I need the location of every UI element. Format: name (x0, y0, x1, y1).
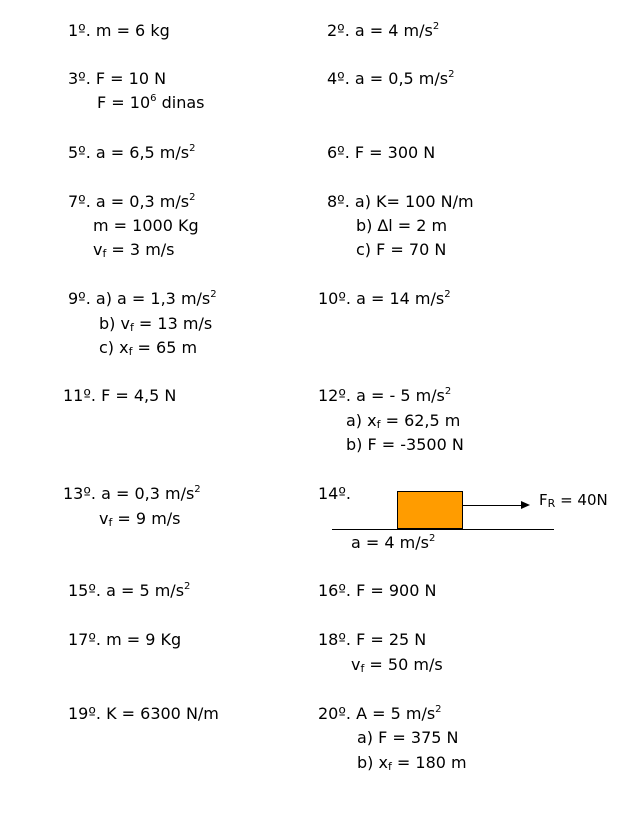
answer-20-line2: a) F = 375 N (357, 728, 459, 747)
answer-9-line2: b) $v_f = 13$ m/s (99, 314, 213, 334)
answer-8-line3: c) F = 70 N (356, 240, 447, 259)
answer-9-line1: 9º. a) a = 1,3 $m/s^2$ (68, 289, 217, 308)
answer-3-line1: 3º. F = 10 N (68, 69, 167, 88)
answer-1: 1º. m = 6 kg (68, 21, 170, 40)
answer-12-line2: a) $x_f = 62,5$ m (346, 411, 461, 431)
answer-7-line2: m = 1000 Kg (93, 216, 199, 235)
force-arrow-line (463, 505, 522, 506)
answer-4: 4º. a = 0,5 $m/s^2$ (327, 69, 455, 88)
answer-19: 19º. K = 6300 N/m (68, 704, 219, 723)
answer-8-line1: 8º. a) K= 100 N/m (327, 192, 474, 211)
answer-20-line1: 20º. A = 5 $m/s^2$ (318, 704, 442, 723)
acceleration-label: a = 4 $m/s^2$ (351, 533, 436, 552)
answer-20-line3: b) $x_f = 180$ m (357, 753, 467, 773)
answer-10: 10º. a = 14 $m/s^2$ (318, 289, 451, 308)
answer-9-line3: c) $x_f = 65$ m (99, 338, 198, 358)
answer-7-line3: $v_f = 3$ m/s (93, 240, 175, 260)
answer-8-line2: b) ∆l = 2 m (356, 216, 448, 235)
block-diagram (397, 491, 463, 529)
answer-18-line1: 18º. F = 25 N (318, 630, 427, 649)
answer-18-line2: $v_f = 50$ m/s (351, 655, 443, 675)
answer-5: 5º. a = 6,5 $m/s^2$ (68, 143, 196, 162)
answer-15: 15º. a = 5 $m/s^2$ (68, 581, 191, 600)
answer-6: 6º. F = 300 N (327, 143, 436, 162)
answer-12-line1: 12º. a = - 5 $m/s^2$ (318, 386, 452, 405)
answer-12-line3: b) F = -3500 N (346, 435, 464, 454)
answer-3-line2: $F = 10^6$ dinas (97, 93, 205, 112)
answer-13-line1: 13º. a = 0,3 $m/s^2$ (63, 484, 201, 503)
answer-13-line2: $v_f = 9$ m/s (99, 509, 181, 529)
answer-11: 11º. F = 4,5 N (63, 386, 177, 405)
ground-line (332, 529, 554, 530)
answer-7-line1: 7º. a = 0,3 $m/s^2$ (68, 192, 196, 211)
answer-14-label: 14º. (318, 484, 351, 503)
arrow-right-icon (521, 501, 530, 509)
answer-2: 2º. a = 4 $m/s^2$ (327, 21, 440, 40)
answer-17: 17º. m = 9 Kg (68, 630, 182, 649)
force-label: $F_R = 40N$ (539, 491, 608, 510)
answer-16: 16º. F = 900 N (318, 581, 437, 600)
